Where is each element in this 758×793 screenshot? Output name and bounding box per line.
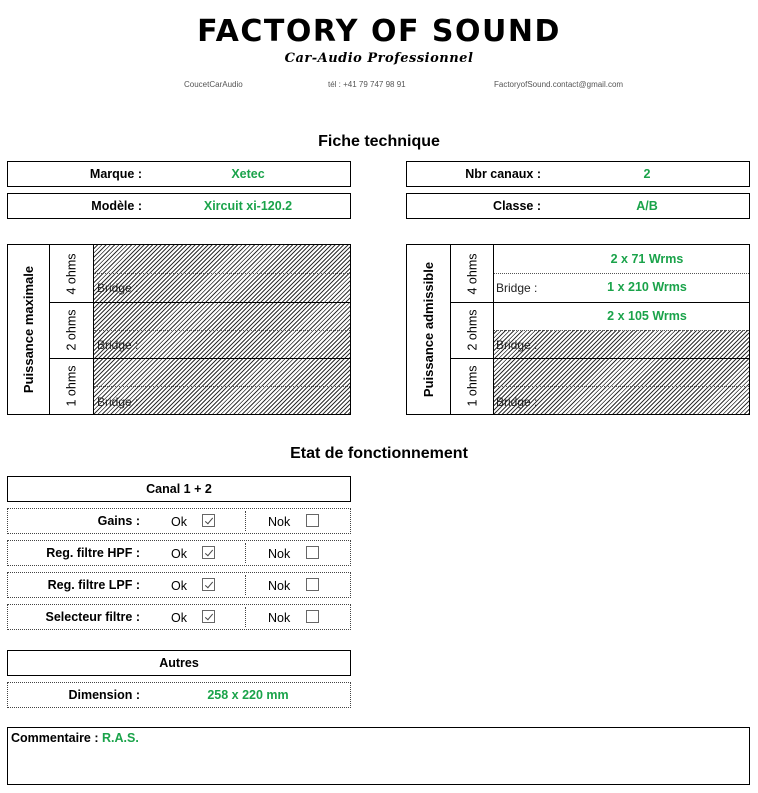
pa-4ohm-stereo-value: 2 x 71 Wrms <box>610 252 684 266</box>
marque-value: Xetec <box>231 167 265 181</box>
puissance-maximale-table <box>7 244 351 415</box>
pm-1ohm-label: 1 ohms <box>64 365 79 407</box>
nok-label: Nok <box>268 611 291 625</box>
nok-label: Nok <box>268 579 291 593</box>
etat-row-label: Reg. filtre HPF : <box>46 546 140 560</box>
contact-email: FactoryofSound.contact@gmail.com <box>494 80 624 89</box>
nok-label: Nok <box>268 547 291 561</box>
puissance-maximale-title-cell <box>8 245 50 414</box>
pa-4ohm-label: 4 ohms <box>465 253 479 294</box>
nbr-canaux-value: 2 <box>643 167 651 181</box>
ok-checkbox[interactable] <box>202 610 215 623</box>
ok-label: Ok <box>171 611 187 625</box>
etat-title: Etat de fonctionnement <box>290 445 468 462</box>
nok-checkbox[interactable] <box>306 610 319 623</box>
nok-checkbox[interactable] <box>306 546 319 559</box>
pm-4ohm-label: 4 ohms <box>64 253 79 294</box>
nbr-canaux-label: Nbr canaux : <box>465 167 541 181</box>
ok-checkbox[interactable] <box>202 578 215 591</box>
nok-checkbox[interactable] <box>306 514 319 527</box>
pm-1ohm-cell <box>50 358 94 414</box>
classe-field <box>406 193 750 219</box>
contact-phone: tél : +41 79 747 98 91 <box>328 80 406 89</box>
pa-4ohm-bridge-value: 1 x 210 Wrms <box>607 280 687 294</box>
pa-1ohm-label: 1 ohms <box>465 365 479 407</box>
etat-row-gains <box>7 508 351 534</box>
classe-value: A/B <box>636 199 658 213</box>
ok-label: Ok <box>171 547 187 561</box>
etat-row-label: Selecteur filtre : <box>45 610 140 624</box>
brand-subtitle: Car-Audio Professionnel <box>284 51 474 66</box>
modele-field <box>7 193 351 219</box>
pm-4ohm-cell <box>50 245 94 302</box>
pm-2ohm-bridge-label: Bridge : <box>97 338 139 352</box>
marque-label: Marque : <box>89 167 142 181</box>
pa-2ohm-label: 2 ohms <box>465 309 479 351</box>
dimension-row <box>7 682 351 708</box>
commentaire-value: R.A.S. <box>102 731 139 745</box>
contact-facebook: CoucetCarAudio <box>184 80 243 89</box>
etat-row-label: Reg. filtre LPF : <box>47 578 140 592</box>
pa-4ohm-bridge-label: Bridge : <box>496 281 538 295</box>
etat-row-label: Gains : <box>97 514 140 528</box>
pa-4ohm-cell <box>451 245 494 302</box>
pm-2ohm-cell <box>50 302 94 358</box>
pa-2ohm-stereo-value: 2 x 105 Wrms <box>607 309 687 323</box>
dimension-value: 258 x 220 mm <box>207 688 289 702</box>
ok-label: Ok <box>171 579 187 593</box>
etat-row-selecteur <box>7 604 351 630</box>
puissance-admissible-title-cell <box>407 245 451 414</box>
pa-1ohm-bridge-label: Bridge : <box>496 395 538 409</box>
pa-1ohm-cell <box>451 358 494 414</box>
modele-label: Modèle : <box>91 199 142 213</box>
ok-label: Ok <box>171 515 187 529</box>
nok-checkbox[interactable] <box>306 578 319 591</box>
puissance-maximale-title: Puissance maximale <box>21 265 37 394</box>
etat-row-lpf <box>7 572 351 598</box>
ok-checkbox[interactable] <box>202 514 215 527</box>
puissance-admissible-table <box>406 244 750 415</box>
classe-label: Classe : <box>493 199 541 213</box>
autres-header: Autres <box>7 650 351 676</box>
pm-2ohm-label: 2 ohms <box>64 309 79 351</box>
puissance-admissible-title: Puissance admissible <box>421 261 436 398</box>
dimension-label: Dimension : <box>68 688 140 702</box>
canal-header: Canal 1 + 2 <box>7 476 351 502</box>
marque-field <box>7 161 351 187</box>
nok-label: Nok <box>268 515 291 529</box>
pm-4ohm-bridge-label: Bridge : <box>97 281 139 295</box>
modele-value: Xircuit xi-120.2 <box>203 199 293 213</box>
commentaire-label: Commentaire : R.A.S. <box>11 731 139 745</box>
fiche-technique-title: Fiche technique <box>318 133 440 150</box>
etat-row-hpf <box>7 540 351 566</box>
brand-title: FACTORY OF SOUND <box>197 14 561 49</box>
pa-2ohm-bridge-label: Bridge : <box>496 338 538 352</box>
pa-2ohm-cell <box>451 302 494 358</box>
nbr-canaux-field <box>406 161 750 187</box>
pm-1ohm-bridge-label: Bridge : <box>97 395 139 409</box>
commentaire-box[interactable] <box>7 727 750 785</box>
ok-checkbox[interactable] <box>202 546 215 559</box>
